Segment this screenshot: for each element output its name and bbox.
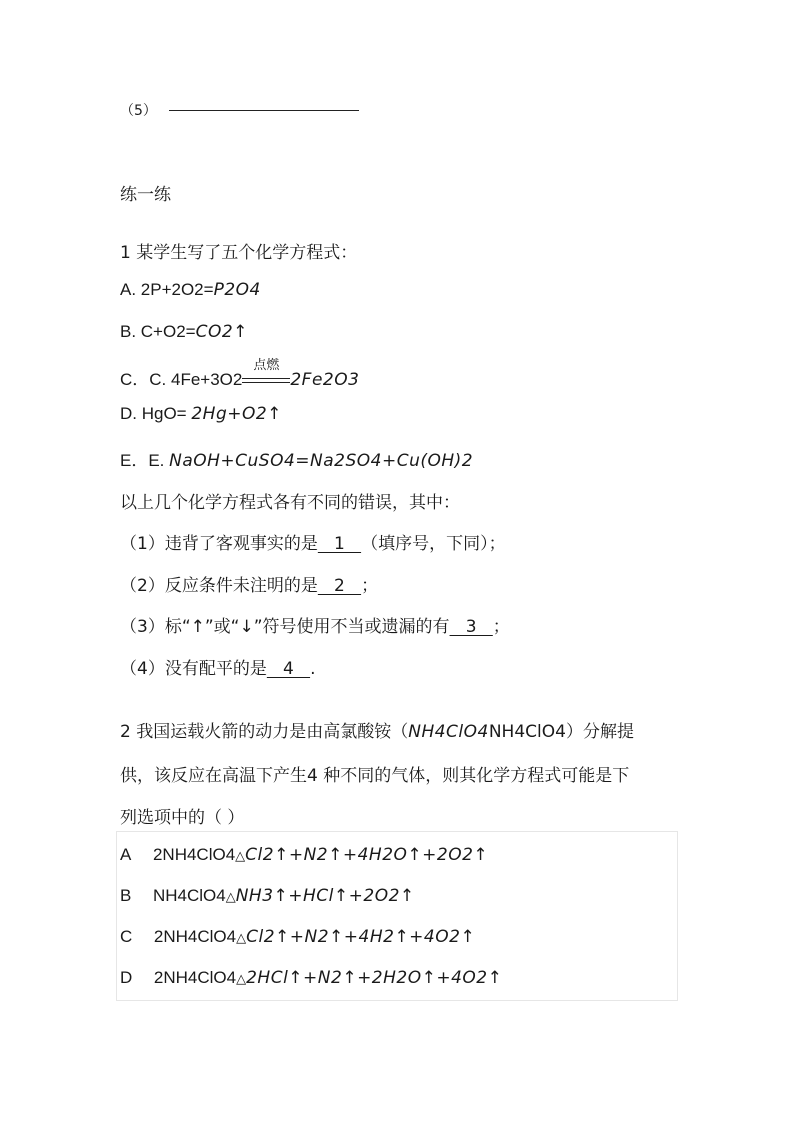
option-d-prefix: D. HgO= — [120, 404, 192, 423]
item5-label: （5） — [120, 103, 157, 119]
q1-option-c — [120, 358, 360, 390]
sub2-text: （2）反应条件未注明的是 — [120, 576, 318, 596]
q2-option-a[interactable] — [120, 845, 488, 865]
q2-line1-pre: 2 我国运载火箭的动力是由高氯酸铵（ — [120, 722, 409, 742]
item5-row — [120, 100, 359, 120]
q2-line1-italic: NH4ClO4 — [408, 722, 489, 742]
section-title: 练一练 — [120, 185, 171, 205]
q2-line3: 列选项中的（ ） — [120, 808, 245, 828]
answer-blank — [169, 109, 359, 111]
option-e-prefix: E．E. — [120, 451, 170, 470]
option-formula: 2NH4ClO4 — [153, 968, 237, 987]
heat-triangle-icon: △ — [225, 890, 236, 905]
sub4-text: （4）没有配平的是 — [120, 659, 267, 679]
option-products: Cl2↑+N2↑+4H2O↑+2O2↑ — [245, 845, 489, 865]
condition-label: 点燃 — [253, 358, 280, 373]
heat-triangle-icon: △ — [236, 972, 247, 987]
option-products: Cl2↑+N2↑+4H2↑+4O2↑ — [246, 927, 476, 947]
option-formula: NH4ClO4 — [152, 886, 226, 905]
option-letter: C — [120, 927, 133, 946]
sub3-post: ； — [492, 617, 510, 637]
option-letter: A — [120, 845, 132, 864]
option-d-rest: 2Hg+O2↑ — [191, 404, 282, 424]
q2-option-b[interactable] — [120, 886, 415, 906]
option-products: NH3↑+HCl↑+2O2↑ — [235, 886, 415, 906]
sub1-post: （填序号，下同）； — [361, 534, 506, 554]
sub3-text: （3）标“↑”或“↓”符号使用不当或遗漏的有 — [120, 617, 450, 637]
sub3-blank: 3 — [449, 617, 493, 637]
sub1-text: （1）违背了客观事实的是 — [120, 534, 318, 554]
sub2-blank: 2 — [317, 576, 362, 596]
option-formula: 2NH4ClO4 — [152, 845, 236, 864]
option-a-rest: P2O4 — [213, 280, 261, 300]
q1-sub3 — [120, 612, 510, 637]
option-letter: D — [120, 968, 133, 987]
q1-intro: 以上几个化学方程式各有不同的错误，其中： — [120, 493, 460, 513]
option-b-rest: CO2↑ — [195, 322, 248, 342]
double-line-sign — [242, 378, 290, 383]
option-e-rest: NaOH+CuSO4=Na2SO4+Cu(OH)2 — [169, 451, 474, 471]
q1-option-a — [120, 280, 261, 300]
option-c-prefix: C．C. 4Fe+3O2 — [120, 370, 243, 389]
q1-sub4 — [120, 654, 315, 679]
q1-stem: 1 某学生写了五个化学方程式： — [120, 243, 358, 263]
sub4-post: . — [310, 659, 316, 679]
sub4-blank: 4 — [266, 659, 311, 679]
q1-option-d — [120, 404, 282, 424]
q1-sub1 — [120, 529, 506, 554]
q2-line2: 供，该反应在高温下产生4 种不同的气体，则其化学方程式可能是下 — [120, 766, 630, 786]
q1-sub2 — [120, 571, 378, 596]
option-letter: B — [120, 886, 132, 905]
q2-line1 — [120, 717, 634, 742]
reaction-condition — [242, 358, 290, 390]
q2-option-d[interactable] — [120, 968, 502, 988]
option-a-prefix: A. 2P+2O2= — [120, 280, 214, 299]
q2-line1-post: NH4ClO4）分解提 — [488, 722, 634, 742]
q1-option-e — [120, 446, 473, 471]
sub1-blank: 1 — [317, 534, 362, 554]
heat-triangle-icon: △ — [235, 849, 246, 864]
sub2-post: ； — [361, 576, 379, 596]
q2-option-c[interactable] — [120, 927, 475, 947]
heat-triangle-icon: △ — [236, 931, 247, 946]
option-c-rest: 2Fe2O3 — [290, 370, 360, 390]
option-b-prefix: B. C+O2= — [120, 322, 196, 341]
option-formula: 2NH4ClO4 — [153, 927, 237, 946]
option-products: 2HCl↑+N2↑+2H2O↑+4O2↑ — [246, 968, 503, 988]
q1-option-b — [120, 322, 248, 342]
